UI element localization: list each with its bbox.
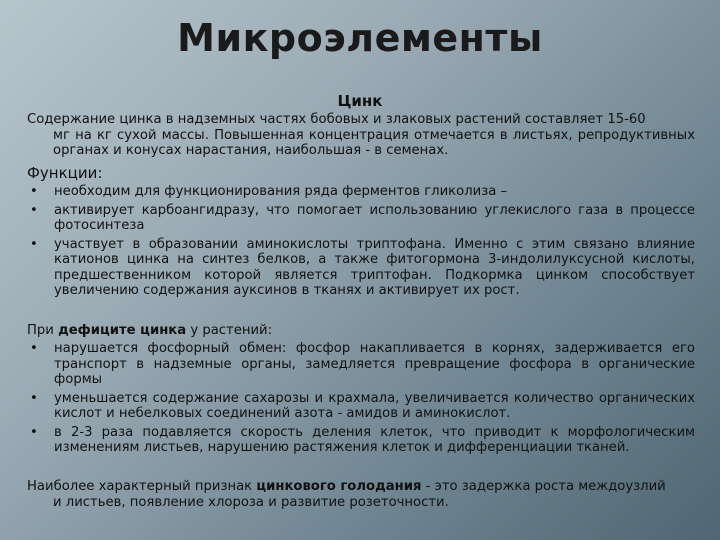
- function-text: активирует карбоангидразу, что помогает использованию углекислого газа в процессе фотосинтеза: [54, 202, 695, 233]
- deficiency-lead-pre: При: [27, 323, 59, 338]
- list-item: [27, 184, 695, 200]
- deficiency-lead-bold: дефиците цинка: [58, 323, 187, 338]
- bullet-icon: •: [30, 424, 38, 440]
- deficiency-text: уменьшается содержание сахарозы и крахмала, увеличивается количество органических кислот и небелковых соединений азота - амидов и аминокислот.: [54, 390, 695, 421]
- list-item: [27, 203, 695, 234]
- intro-rest: мг на кг сухой массы. Повышенная концентрация отмечается в листьях, репродуктивных органах и конусах нарастания, наибольшая - в семенах.: [53, 127, 695, 158]
- deficiency-list: [27, 341, 695, 459]
- conclusion-paragraph: [27, 479, 695, 510]
- deficiency-text: нарушается фосфорный обмен: фосфор накапливается в корнях, задерживается его транспорт в надземные органы, замедляется превращение фосфора в органические формы: [54, 341, 695, 387]
- function-text: участвует в образовании аминокислоты триптофана. Именно с этим связано влияние катионов цинка на синтез белков, а также фитогормона 3-индолилуксусной кислоты, предшественником которой является триптофан. Подкормка цинком способствует увеличению содержания ауксинов в тканях и активирует их рост.: [54, 236, 695, 298]
- bullet-icon: •: [30, 184, 38, 199]
- intro-paragraph: [27, 112, 695, 159]
- page-title: Микроэлементы: [177, 16, 543, 60]
- conclusion-rest: и листьев, появление хлороза и развитие розеточности.: [53, 494, 449, 510]
- list-item: [27, 237, 695, 299]
- bullet-icon: •: [30, 202, 38, 218]
- list-item: [27, 391, 695, 422]
- functions-list: [27, 184, 695, 302]
- conclusion-post: - это задержка роста междоузлий: [421, 479, 666, 494]
- list-item: [27, 425, 695, 456]
- bullet-icon: •: [30, 236, 38, 252]
- subtitle: Цинк: [337, 92, 383, 110]
- function-text: необходим для функционирования ряда ферментов гликолиза –: [54, 184, 508, 199]
- deficiency-lead-post: у растений:: [186, 323, 273, 338]
- functions-heading: Функции:: [27, 164, 103, 182]
- bullet-icon: •: [30, 341, 38, 356]
- conclusion-pre: Наиболее характерный признак: [27, 479, 257, 494]
- intro-first-line: Содержание цинка в надземных частях бобовых и злаковых растений составляет 15-60: [27, 112, 646, 127]
- deficiency-text: в 2-3 раза подавляется скорость деления клеток, что приводит к морфологическим изменениям листьев, нарушению растяжения клеток и дифференциации тканей.: [54, 424, 695, 455]
- deficiency-lead: [27, 323, 695, 339]
- bullet-icon: •: [30, 390, 38, 406]
- conclusion-bold: цинкового голодания: [256, 479, 422, 494]
- list-item: [27, 341, 695, 388]
